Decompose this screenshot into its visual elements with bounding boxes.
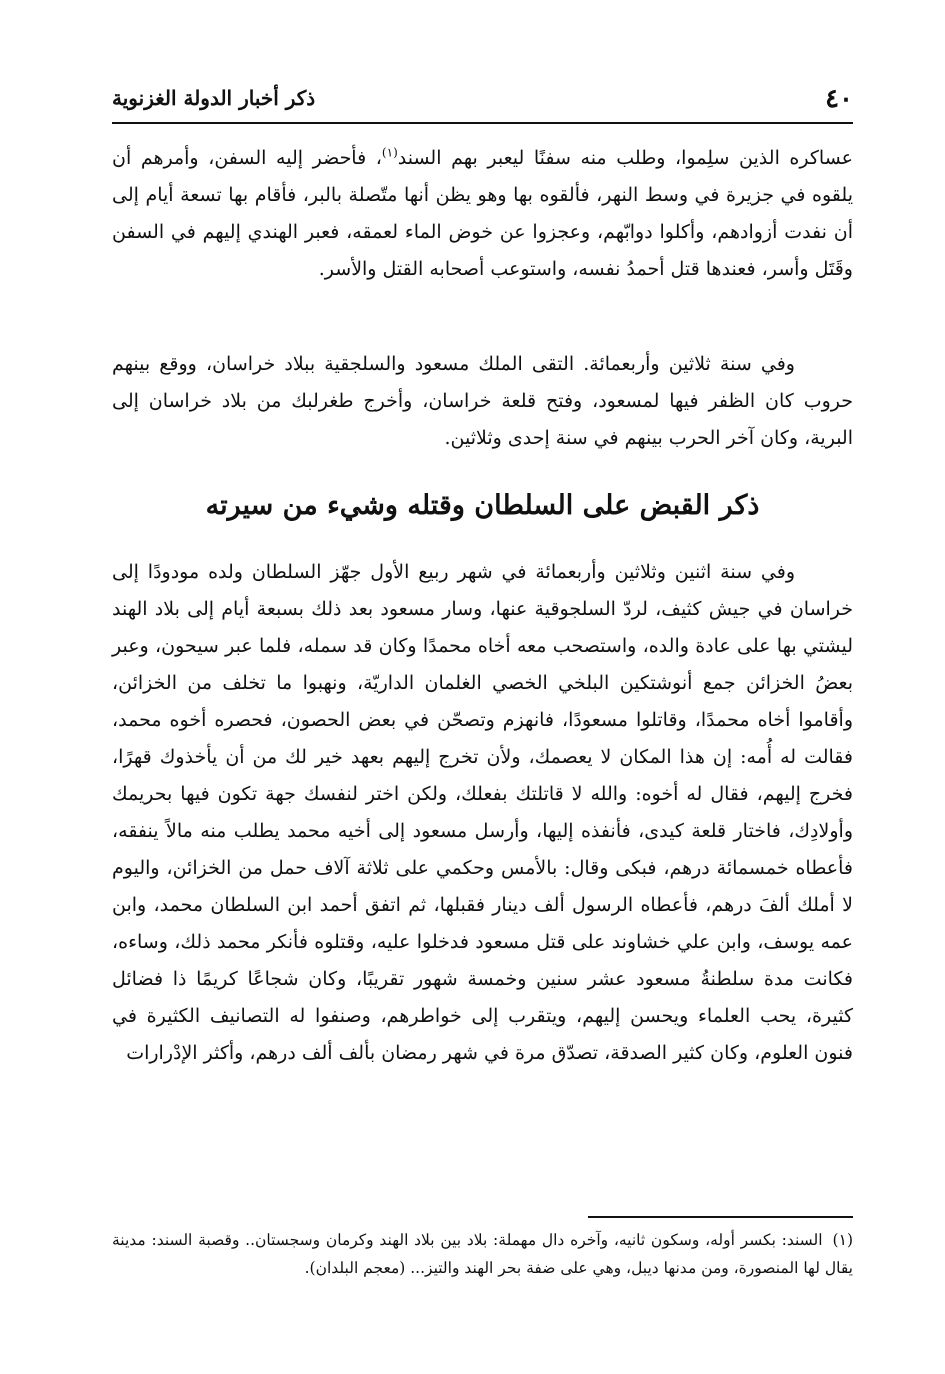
page-number: ٤٠ — [825, 84, 853, 114]
paragraph-1-text-a: عساكره الذين سلِموا، وطلب منه سفنًا ليعبر بهم السند — [397, 147, 853, 169]
footnote-text: السند: بكسر أوله، وسكون ثانيه، وآخره دال مهملة: بلاد بين بلاد الهند وكرمان وسجستان.. وقصبة السند: مدينة يقال لها المنصورة، ومن مدنها ديبل، وهي على ضفة بحر الهند والتيز... (معجم البلدان). — [112, 1231, 853, 1277]
running-title: ذكر أخبار الدولة الغزنوية — [112, 86, 316, 110]
paragraph-1 — [112, 140, 853, 288]
footnote-rule — [588, 1216, 853, 1218]
paragraph-2-text: وفي سنة ثلاثين وأربعمائة. التقى الملك مسعود والسلجقية ببلاد خراسان، ووقع بينهم حروب كان الظفر فيها لمسعود، وفتح قلعة خراسان، وأخرج طغرلبك من بلاد خراسان إلى البرية، وكان آخر الحرب بينهم في سنة إحدى وثلاثين. — [112, 353, 853, 449]
paragraph-1-text-b: ، فأحضر إليه السفن، وأمرهم أن يلقوه في جزيرة في وسط النهر، فألقوه بها وهو يظن أنها متّصلة بالبر، فأقام بها تسعة أيام إلى أن نفدت أزوادهم، وأكلوا دوابّهم، وعجزوا عن خوض الماء لعمقه، فعبر الهندي إليهم في السفن وقَتَل وأسر، فعندها قتل أحمدُ نفسه، واستوعب أصحابه القتل والأسر. — [112, 147, 853, 280]
section-heading: ذكر القبض على السلطان وقتله وشيء من سيرته — [205, 490, 760, 521]
footnote-reference: (١) — [381, 145, 398, 160]
page-header — [112, 80, 853, 124]
paragraph-2 — [112, 346, 853, 457]
footnote — [112, 1226, 853, 1282]
header-rule — [112, 122, 853, 124]
paragraph-3 — [112, 554, 853, 1072]
paragraph-3-text: وفي سنة اثنين وثلاثين وأربعمائة في شهر ربيع الأول جهّز السلطان ولده مودودًا إلى خراسان في جيش كثيف، لردّ السلجوقية عنها، وسار مسعود بعد ذلك بسبعة أيام إلى بلاد الهند ليشتي بها على عادة والده، واستصحب معه أخاه محمدًا وكان قد سمله، فلما عبر سيحون، وعبر بعضُ الخزائن جمع أنوشتكين البلخي الخصي الغلمان الداريّة، ونهبوا ما تخلف من الخزائن، وأقاموا أخاه محمدًا، وقاتلوا مسعودًا، فانهزم وتصحّن في بعض الحصون، فحصره أخوه محمد، فقالت له أُمه: إن هذا المكان لا يعصمك، ولأن تخرج إليهم بعهد خير لك من أن يأخذوك قهرًا، فخرج إليهم، فقال له أخوه: والله لا قاتلتك بفعلك، ولكن اختر لنفسك جهة تكون فيها بحريمك وأولادِك، فاختار قلعة كيدى، فأنفذه إليها، وأرسل مسعود إلى أخيه محمد يطلب منه مالاً ينفقه، فأعطاه خمسمائة درهم، فبكى وقال: بالأمس وحكمي على ثلاثة آلاف حمل من الخزائن، واليوم لا أملك ألفَ درهم، فأعطاه الرسول ألف دينار فقبلها، ثم اتفق أحمد ابن السلطان محمد، وابن عمه يوسف، وابن علي خشاوند على قتل مسعود فدخلوا عليه، وقتلوه فأنكر محمد ذلك، وساءه، فكانت مدة سلطنةُ مسعود عشر سنين وخمسة شهور تقريبًا، وكان شجاعًا كريمًا ذا فضائل كثيرة، يحب العلماء ويحسن إليهم، ويتقرب إلى خواطرهم، وصنفوا له التصانيف الكثيرة في فنون العلوم، وكان كثير الصدقة، تصدّق مرة في شهر رمضان بألف ألف درهم، وأكثر الإدْرارات — [112, 561, 853, 1064]
footnote-number: (١) — [832, 1231, 853, 1249]
